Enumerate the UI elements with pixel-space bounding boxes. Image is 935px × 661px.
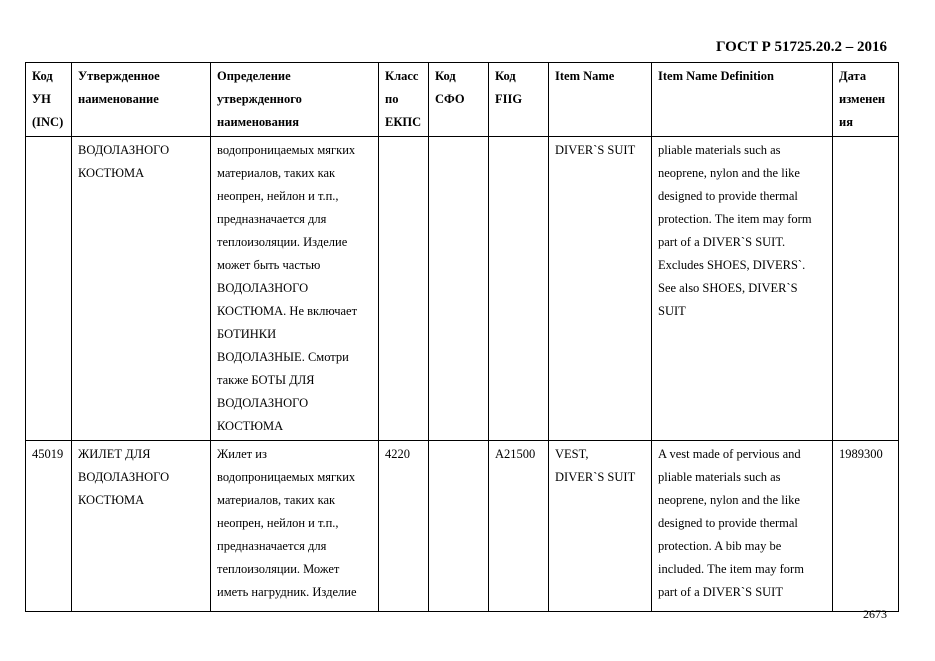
col-header-approved-name: Утвержденное наименование xyxy=(72,63,211,137)
table-header-row xyxy=(26,63,899,137)
cell-class: 4220 xyxy=(379,441,429,612)
cell-approved-name: ВОДОЛАЗНОГО КОСТЮМА xyxy=(72,137,211,441)
cell-item-name: VEST, DIVER`S SUIT xyxy=(549,441,652,612)
col-header-inc: Код УН (INC) xyxy=(26,63,72,137)
cell-fiig xyxy=(489,137,549,441)
cell-inc: 45019 xyxy=(26,441,72,612)
cell-item-name: DIVER`S SUIT xyxy=(549,137,652,441)
cell-date xyxy=(833,137,899,441)
col-header-item-name: Item Name xyxy=(549,63,652,137)
col-header-fiig: Код FIIG xyxy=(489,63,549,137)
nomenclature-table xyxy=(25,62,899,612)
cell-definition: Жилет из водопроницаемых мягких материалов, таких как неопрен, нейлон и т.п., предназначается для теплоизоляции. Может иметь нагрудник. Изделие xyxy=(211,441,379,612)
cell-item-definition: pliable materials such as neoprene, nylon and the like designed to provide thermal protection. The item may form part of a DIVER`S SUIT. Excludes SHOES, DIVERS`. See also SHOES, DIVER`S SUIT xyxy=(652,137,833,441)
cell-class xyxy=(379,137,429,441)
col-header-item-definition: Item Name Definition xyxy=(652,63,833,137)
document-id: ГОСТ Р 51725.20.2 – 2016 xyxy=(715,39,887,55)
col-header-definition: Определение утвержденного наименования xyxy=(211,63,379,137)
cell-item-definition: A vest made of pervious and pliable materials such as neoprene, nylon and the like designed to provide thermal protection. A bib may be included. The item may form part of a DIVER`S SUIT xyxy=(652,441,833,612)
cell-sfo xyxy=(429,137,489,441)
col-header-sfo: Код СФО xyxy=(429,63,489,137)
col-header-class: Класс по ЕКПС xyxy=(379,63,429,137)
table-row xyxy=(26,137,899,441)
cell-sfo xyxy=(429,441,489,612)
col-header-date: Дата изменен ия xyxy=(833,63,899,137)
page-number: 2673 xyxy=(863,607,887,621)
cell-inc xyxy=(26,137,72,441)
cell-date: 1989300 xyxy=(833,441,899,612)
table-row xyxy=(26,441,899,612)
cell-fiig: A21500 xyxy=(489,441,549,612)
cell-approved-name: ЖИЛЕТ ДЛЯ ВОДОЛАЗНОГО КОСТЮМА xyxy=(72,441,211,612)
cell-definition: водопроницаемых мягких материалов, таких как неопрен, нейлон и т.п., предназначается для теплоизоляции. Изделие может быть частью ВОДОЛАЗНОГО КОСТЮМА. Не включает БОТИНКИ ВОДОЛАЗНЫЕ. Смотри также БОТЫ ДЛЯ ВОДОЛАЗНОГО КОСТЮМА xyxy=(211,137,379,441)
